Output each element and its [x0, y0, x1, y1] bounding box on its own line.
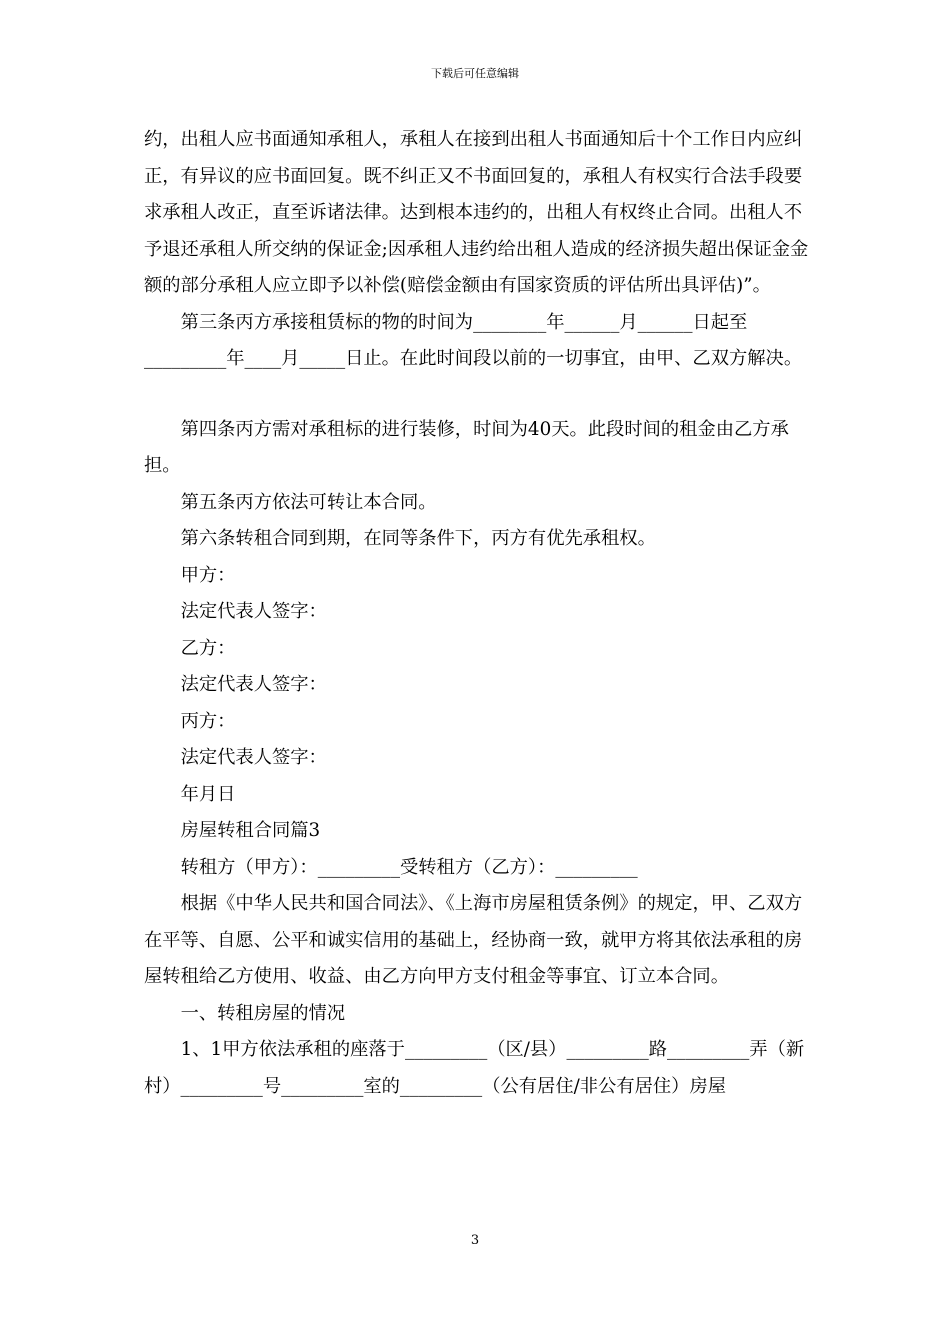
paragraph-article-3: 第三条丙方承接租赁标的物的时间为________年______月______日起至_________年____月_____日止。在此时间段以前的一切事宜，由甲、乙双方解决。 [144, 311, 803, 369]
signature-party-a: 甲方： [180, 564, 236, 586]
parties-line: 转租方（甲方）：_________受转租方（乙方）：_________ [180, 856, 638, 878]
paragraph-article-6: 第六条转租合同到期，在同等条件下，丙方有优先承租权。 [180, 528, 656, 549]
paragraph-preamble: 根据《中华人民共和国合同法》、《上海市房屋租赁条例》的规定，甲、乙双方在平等、自愿、公平和诚实信用的基础上，经协商一致，就甲方将其依法承租的房屋转租给乙方使用、收益、由乙方向甲方支付租金等事宜、订立本合同。 [144, 893, 803, 987]
page-number: 3 [470, 1233, 480, 1248]
signature-date: 年月日 [180, 783, 236, 805]
section-heading-1: 一、转租房屋的情况 [180, 1002, 346, 1024]
signature-representative-b: 法定代表人签字： [180, 674, 327, 695]
paragraph-article-5: 第五条丙方依法可转让本合同。 [180, 491, 437, 513]
section-title: 房屋转租合同篇3 [180, 820, 321, 841]
signature-party-c: 丙方： [180, 710, 236, 732]
paragraph-breach-clause: 约，出租人应书面通知承租人，承租人在接到出租人书面通知后十个工作日内应纠正，有异议的应书面回复。既不纠正又不书面回复的，承租人有权实行合法手段要求承租人改正，直至诉诸法律。达到根本违约的，出租人有权终止合同。出租人不予退还承租人所交纳的保证金;因承租人违约给出租人造成的经济损失超出保证金金额的部分承租人应立即予以补偿(赔偿金额由有国家资质的评估所出具评估)”。 [144, 129, 809, 296]
page-header: 下载后可任意编辑 [431, 67, 519, 80]
paragraph-clause-1-1: 1、1甲方依法承租的座落于_________（区/县）_________路_________弄（新村）_________号_________室的_________（公有居住/非公有居住）房屋 [144, 1039, 805, 1097]
document-body [144, 122, 812, 1105]
signature-representative-a: 法定代表人签字： [180, 601, 327, 622]
paragraph-article-4: 第四条丙方需对承租标的进行装修，时间为40天。此段时间的租金由乙方承担。 [144, 418, 789, 476]
signature-representative-c: 法定代表人签字： [180, 747, 327, 768]
paragraph-gap [144, 378, 812, 412]
signature-party-b: 乙方： [180, 637, 236, 659]
